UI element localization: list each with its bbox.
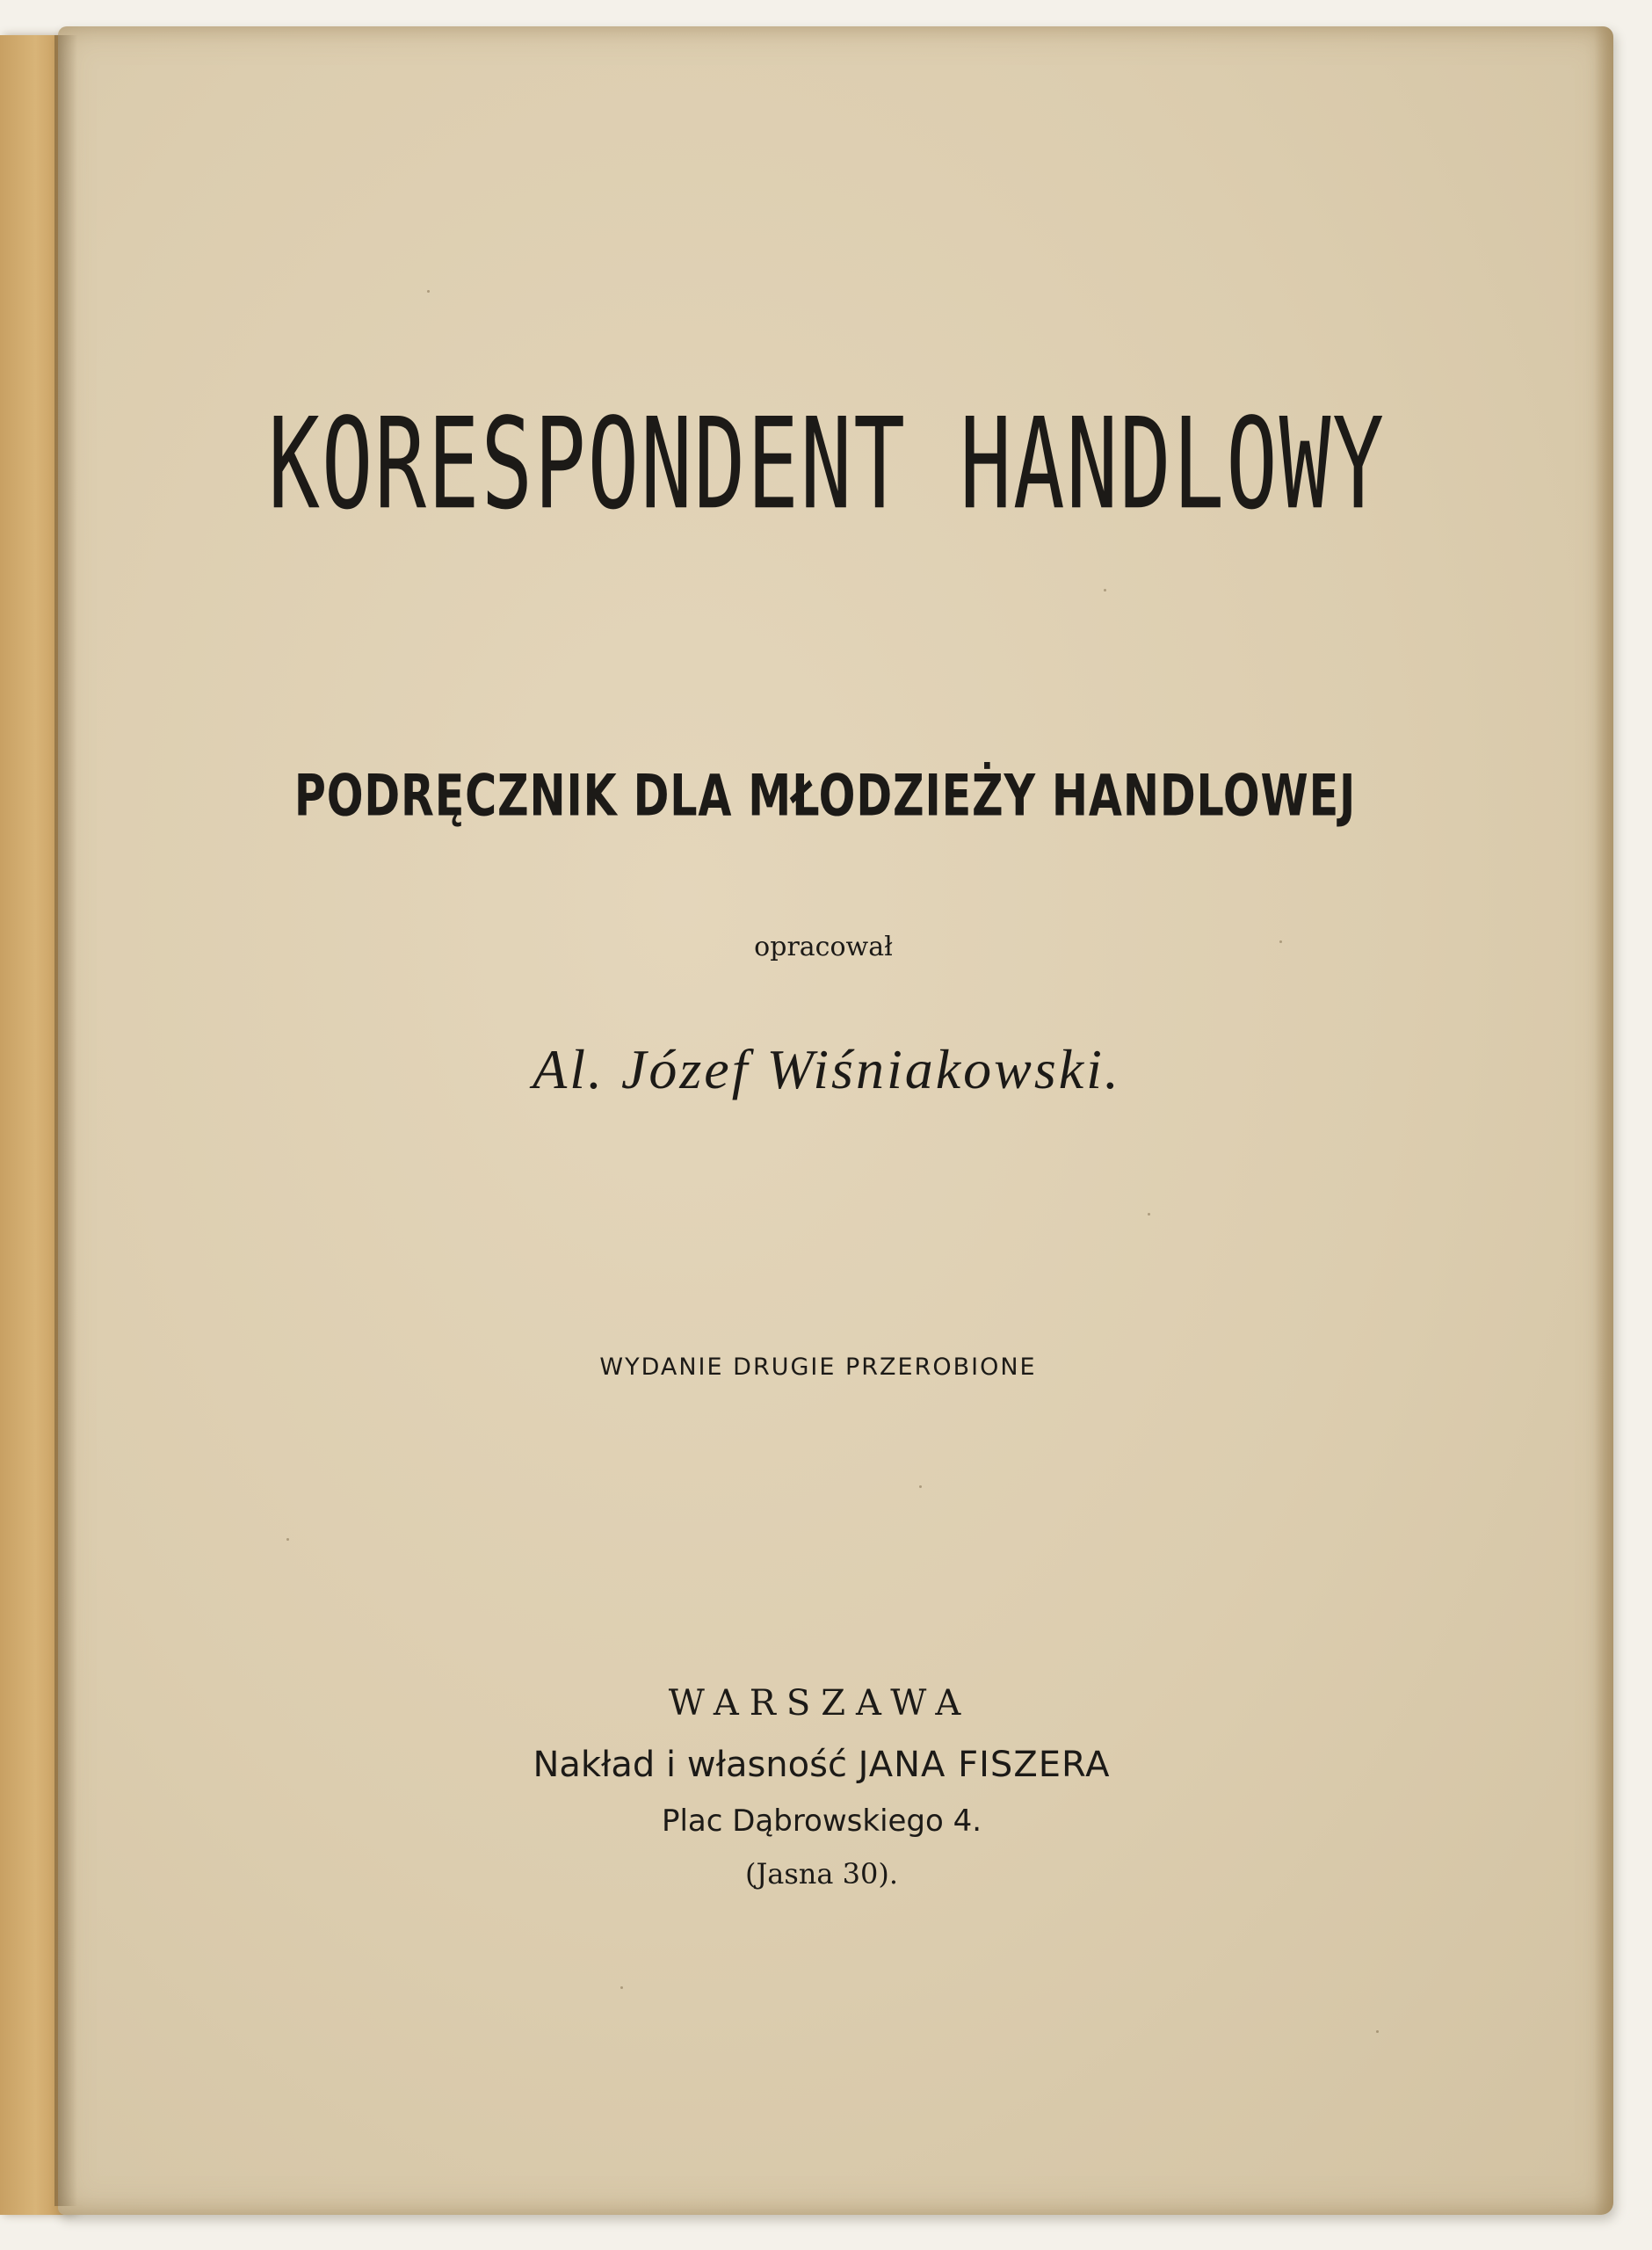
book-title: KORESPONDENT HANDLOWY	[268, 391, 1386, 538]
publisher-prefix: Nakład i własność	[533, 1745, 847, 1785]
paper-fleck	[1148, 1213, 1150, 1216]
title-page	[58, 26, 1613, 2215]
paper-fleck	[1376, 2030, 1379, 2033]
gutter-shadow	[54, 35, 77, 2206]
paper-fleck	[919, 1485, 922, 1488]
paper-fleck	[286, 1538, 289, 1541]
imprint-publisher	[44, 1745, 1599, 1785]
book-subtitle: PODRĘCZNIK DLA MŁODZIEŻY HANDLOWEJ	[293, 763, 1357, 830]
imprint-former-address: (Jasna 30).	[744, 1857, 899, 1891]
paper-fleck	[1104, 589, 1106, 592]
publisher-name: JANA FISZERA	[858, 1745, 1111, 1785]
compiled-by-label: opracował	[754, 932, 893, 962]
paper-fleck	[620, 1986, 623, 1989]
author-name: Al. Józef Wiśniakowski.	[533, 1038, 1121, 1100]
imprint-address: Plac Dąbrowskiego 4.	[661, 1804, 982, 1839]
imprint-city: WARSZAWA	[668, 1683, 972, 1724]
paper-fleck	[427, 290, 430, 293]
edition-statement: WYDANIE DRUGIE PRZEROBIONE	[599, 1354, 1037, 1381]
